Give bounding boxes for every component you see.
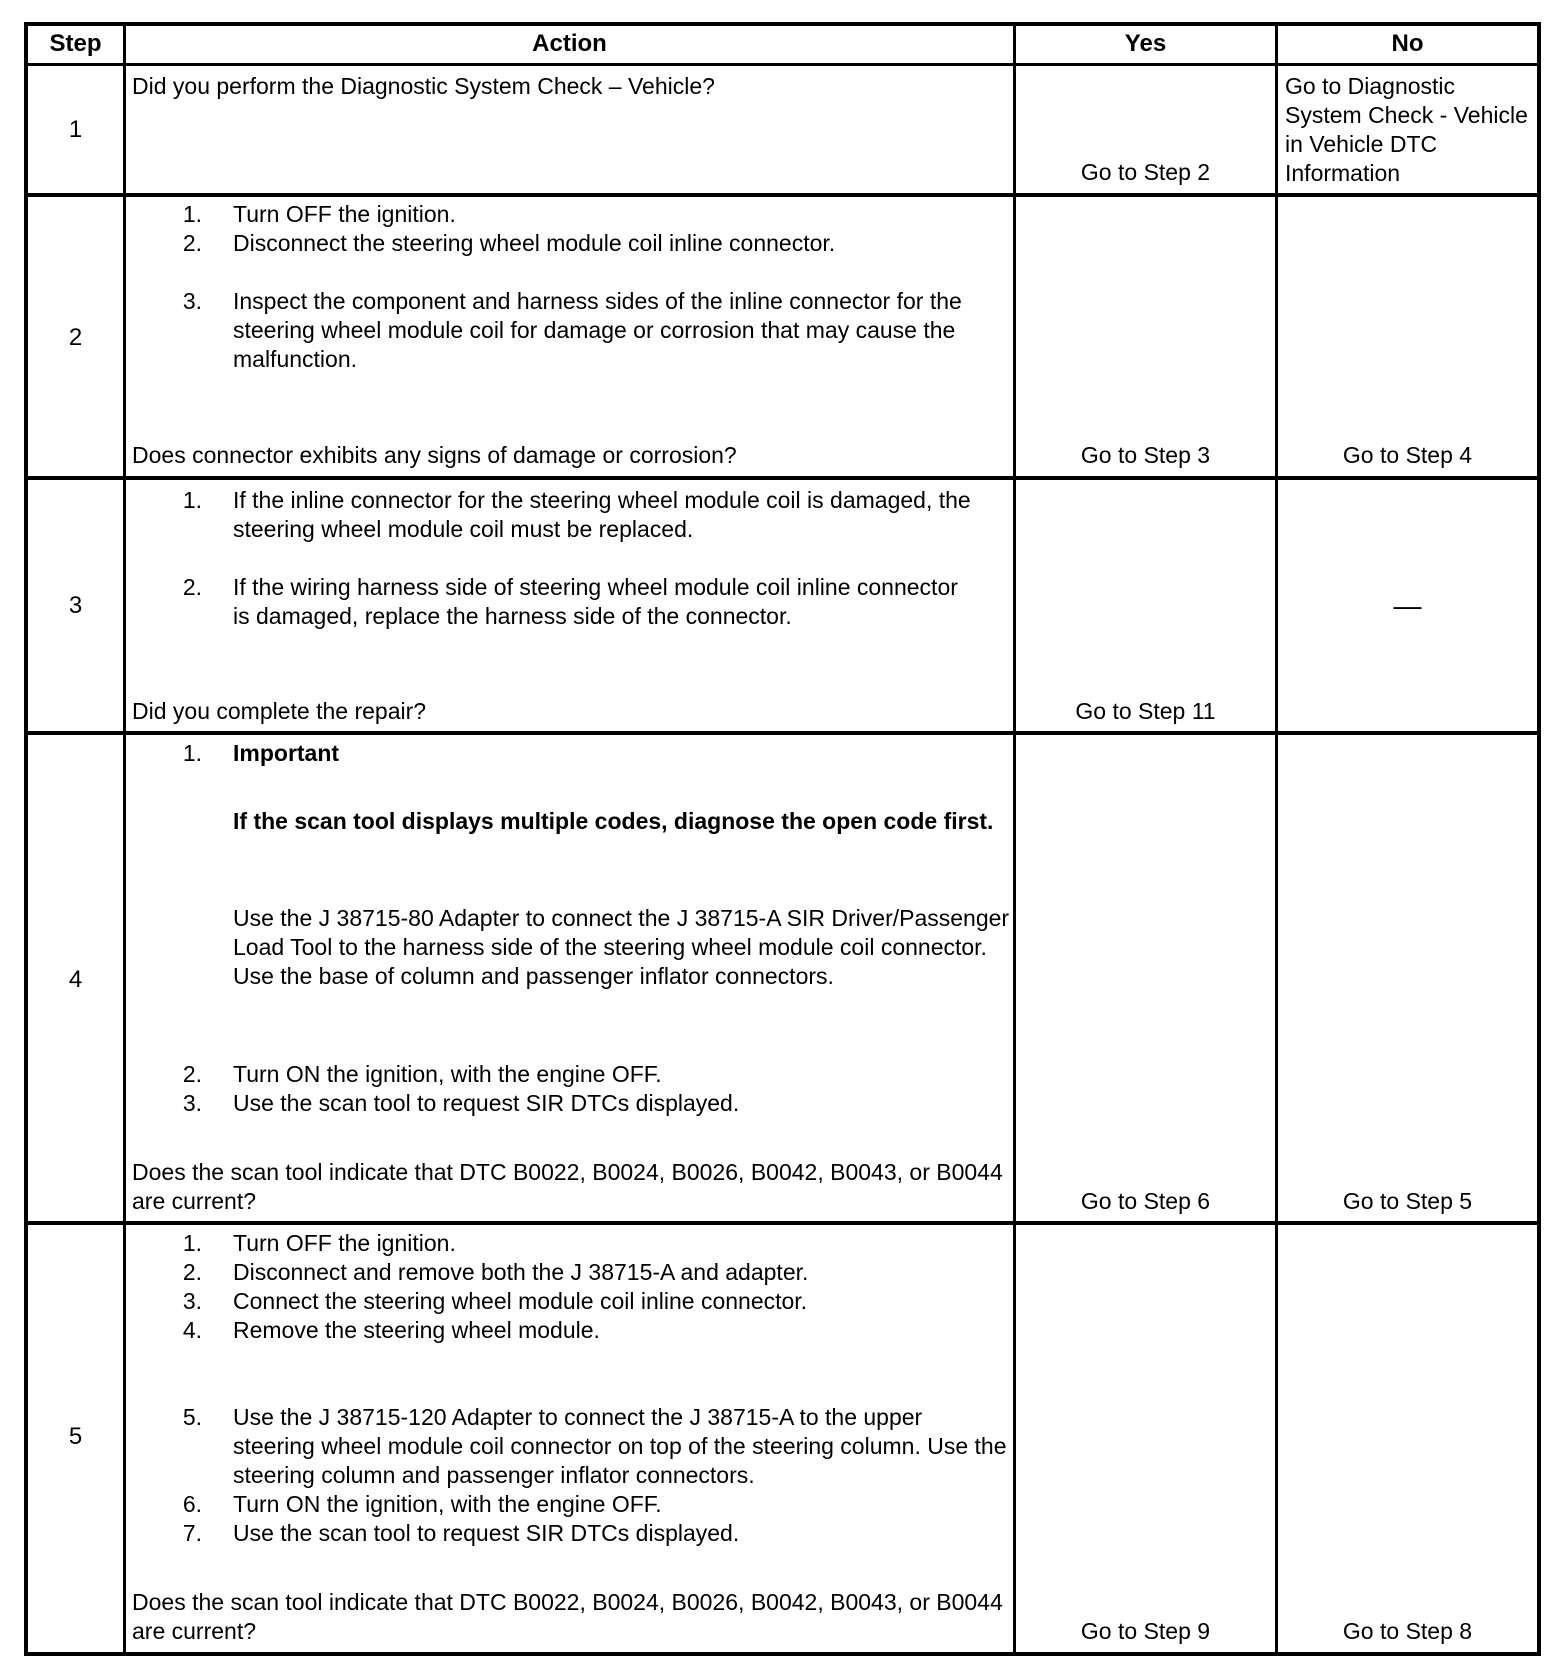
step-number: 3: [68, 592, 83, 619]
item-text: Disconnect the steering wheel module coil inline connector.: [233, 230, 836, 256]
header-no: No: [1391, 30, 1424, 57]
important-note: If the scan tool displays multiple codes, diagnose the open code first.: [233, 808, 994, 834]
step-number: 1: [68, 116, 83, 143]
item-text: Turn OFF the ignition.: [233, 201, 456, 227]
item-number: 6.: [182, 1491, 202, 1517]
item-text: If the wiring harness side of steering wheel module coil inline connector is damaged, replace the harness side of the connector.: [233, 574, 958, 629]
yes-action: Go to Step 2: [1080, 159, 1211, 185]
item-text: Remove the steering wheel module.: [233, 1317, 600, 1343]
item-number: 2.: [182, 574, 202, 600]
header-step: Step: [49, 30, 102, 57]
item-text: Use the scan tool to request SIR DTCs displayed.: [233, 1090, 740, 1116]
item-number: 3.: [182, 288, 202, 314]
item-text: Use the J 38715-80 Adapter to connect the J 38715-A SIR Driver/Passenger Load Tool to the harness side of the steering wheel module coil connector. Use the base of column and passenger inflator connectors.: [233, 905, 1010, 989]
item-text: Use the J 38715-120 Adapter to connect the J 38715-A to the upper steering wheel module coil connector on top of the steering column. Use the steering column and passenger inflator connectors.: [233, 1404, 1007, 1488]
step-number: 5: [68, 1423, 83, 1450]
item-number: 1.: [182, 487, 202, 513]
item-number: 1.: [182, 740, 202, 766]
item-number: 7.: [182, 1520, 202, 1546]
step-question: Does connector exhibits any signs of damage or corrosion?: [132, 442, 737, 468]
item-text: Turn OFF the ignition.: [233, 1230, 456, 1256]
item-text: Connect the steering wheel module coil inline connector.: [233, 1288, 808, 1314]
item-number: 1.: [182, 1230, 202, 1256]
no-action: Go to Step 5: [1342, 1188, 1473, 1214]
item-number: 3.: [182, 1090, 202, 1116]
item-text: If the inline connector for the steering wheel module coil is damaged, the steering wheel module coil must be replaced.: [233, 487, 971, 542]
item-number: 2.: [182, 1259, 202, 1285]
item-number: 2.: [182, 1061, 202, 1087]
item-text: Disconnect and remove both the J 38715-A and adapter.: [233, 1259, 809, 1285]
step-question: Does the scan tool indicate that DTC B0022, B0024, B0026, B0042, B0043, or B0044 are current?: [132, 1589, 1003, 1644]
header-action: Action: [532, 30, 607, 57]
yes-action: Go to Step 3: [1080, 442, 1211, 468]
important-label: Important: [233, 740, 340, 766]
item-text: Inspect the component and harness sides of the inline connector for the steering wheel module coil for damage or corrosion that may cause the malfunction.: [233, 288, 962, 372]
yes-action: Go to Step 6: [1080, 1188, 1211, 1214]
item-number: 3.: [182, 1288, 202, 1314]
step-question: Does the scan tool indicate that DTC B0022, B0024, B0026, B0042, B0043, or B0044 are current?: [132, 1159, 1003, 1214]
item-number: 1.: [182, 201, 202, 227]
step-question: Did you perform the Diagnostic System Check – Vehicle?: [132, 73, 715, 99]
item-number: 4.: [182, 1317, 202, 1343]
item-text: Turn ON the ignition, with the engine OFF.: [233, 1491, 662, 1517]
no-action: Go to Step 8: [1342, 1618, 1473, 1644]
step-number: 4: [68, 966, 83, 993]
no-action: Go to Step 4: [1342, 442, 1473, 468]
yes-action: Go to Step 11: [1075, 698, 1216, 724]
yes-action: Go to Step 9: [1080, 1618, 1211, 1644]
item-number: 2.: [182, 230, 202, 256]
no-action: —: [1393, 590, 1422, 621]
step-question: Did you complete the repair?: [132, 698, 427, 724]
header-yes: Yes: [1124, 30, 1167, 57]
item-text: Use the scan tool to request SIR DTCs displayed.: [233, 1520, 740, 1546]
item-number: 5.: [182, 1404, 202, 1430]
step-number: 2: [68, 324, 83, 351]
no-action: Go to Diagnostic System Check - Vehicle in Vehicle DTC Information: [1285, 73, 1528, 186]
item-text: Turn ON the ignition, with the engine OFF.: [233, 1061, 662, 1087]
